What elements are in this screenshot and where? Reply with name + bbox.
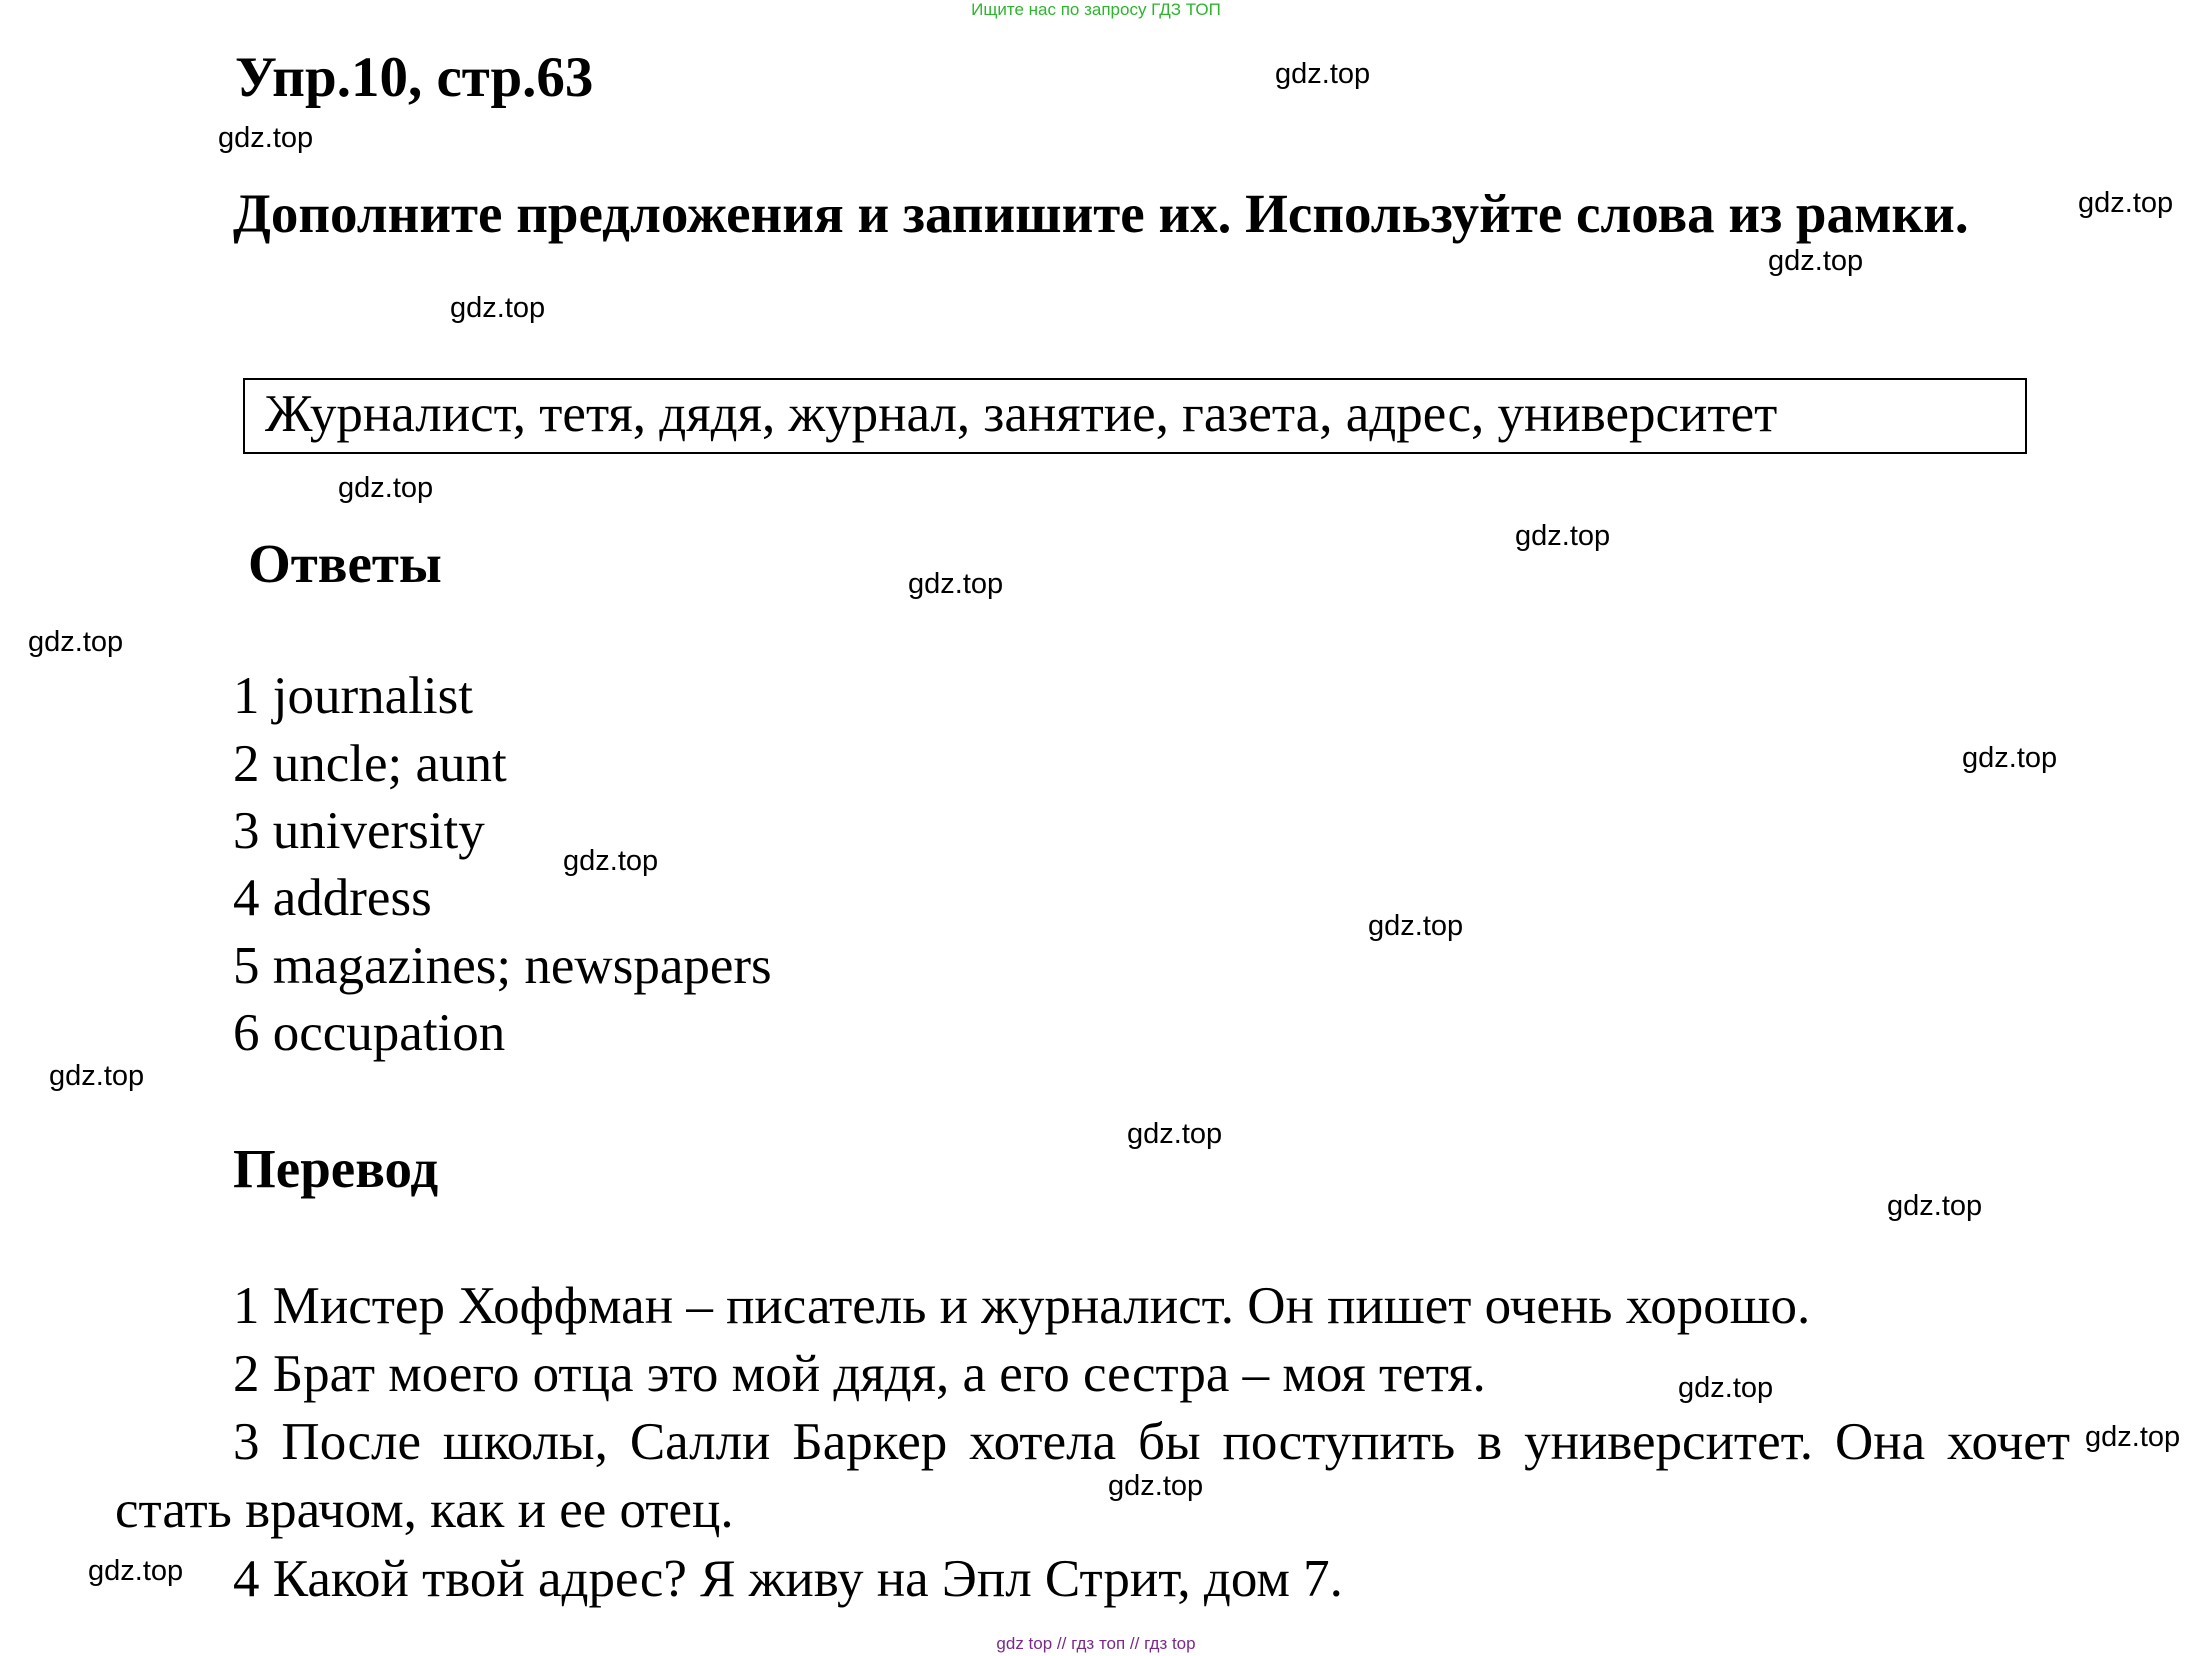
- watermark-text: gdz.top: [450, 292, 546, 324]
- answers-heading: Ответы: [248, 533, 442, 594]
- answer-item: 1 journalist: [233, 667, 473, 725]
- watermark-text: gdz.top: [1368, 910, 1464, 942]
- watermark-text: gdz.top: [1678, 1372, 1774, 1404]
- watermark-text: gdz.top: [218, 122, 314, 154]
- answer-item: 2 uncle; aunt: [233, 735, 507, 793]
- watermark-text: gdz.top: [1108, 1470, 1204, 1502]
- answer-item: 6 occupation: [233, 1004, 506, 1062]
- word-box: [243, 378, 2027, 454]
- watermark-text: gdz.top: [1127, 1118, 1223, 1150]
- word-box-text: Журналист, тетя, дядя, журнал, занятие, газета, адрес, университет: [265, 385, 1778, 443]
- translation-line: 3 После школы, Салли Баркер хотела бы поступить в университет. Она хочет стать врачом, как и ее отец.: [115, 1413, 2070, 1539]
- watermark-text: gdz.top: [1768, 245, 1864, 277]
- bottom-footer-note: gdz top // гдз топ // гдз top: [996, 1634, 1196, 1653]
- watermark-text: gdz.top: [908, 568, 1004, 600]
- watermark-text: gdz.top: [563, 845, 659, 877]
- top-banner-note: Ищите нас по запросу ГДЗ ТОП: [971, 0, 1221, 19]
- answer-item: 3 university: [233, 802, 485, 860]
- watermark-text: gdz.top: [338, 472, 434, 504]
- task-instruction: Дополните предложения и запишите их. Используйте слова из рамки.: [233, 183, 1969, 244]
- watermark-text: gdz.top: [1887, 1190, 1983, 1222]
- translation-line: 2 Брат моего отца это мой дядя, а его сестра – моя тетя.: [233, 1345, 1486, 1403]
- watermark-text: gdz.top: [1515, 520, 1611, 552]
- translation-line: 4 Какой твой адрес? Я живу на Эпл Стрит, дом 7.: [233, 1550, 1343, 1608]
- exercise-title: Упр.10, стр.63: [235, 46, 594, 109]
- watermark-text: gdz.top: [28, 626, 124, 658]
- watermark-text: gdz.top: [2085, 1421, 2181, 1453]
- translation-line: 1 Мистер Хоффман – писатель и журналист. Он пишет очень хорошо.: [233, 1277, 1811, 1335]
- watermark-text: gdz.top: [1275, 58, 1371, 90]
- answer-item: 5 magazines; newspapers: [233, 937, 772, 995]
- watermark-text: gdz.top: [1962, 742, 2058, 774]
- watermark-text: gdz.top: [49, 1060, 145, 1092]
- translation-heading: Перевод: [233, 1138, 439, 1199]
- answer-item: 4 address: [233, 869, 432, 927]
- watermark-text: gdz.top: [88, 1555, 184, 1587]
- watermark-text: gdz.top: [2078, 187, 2174, 219]
